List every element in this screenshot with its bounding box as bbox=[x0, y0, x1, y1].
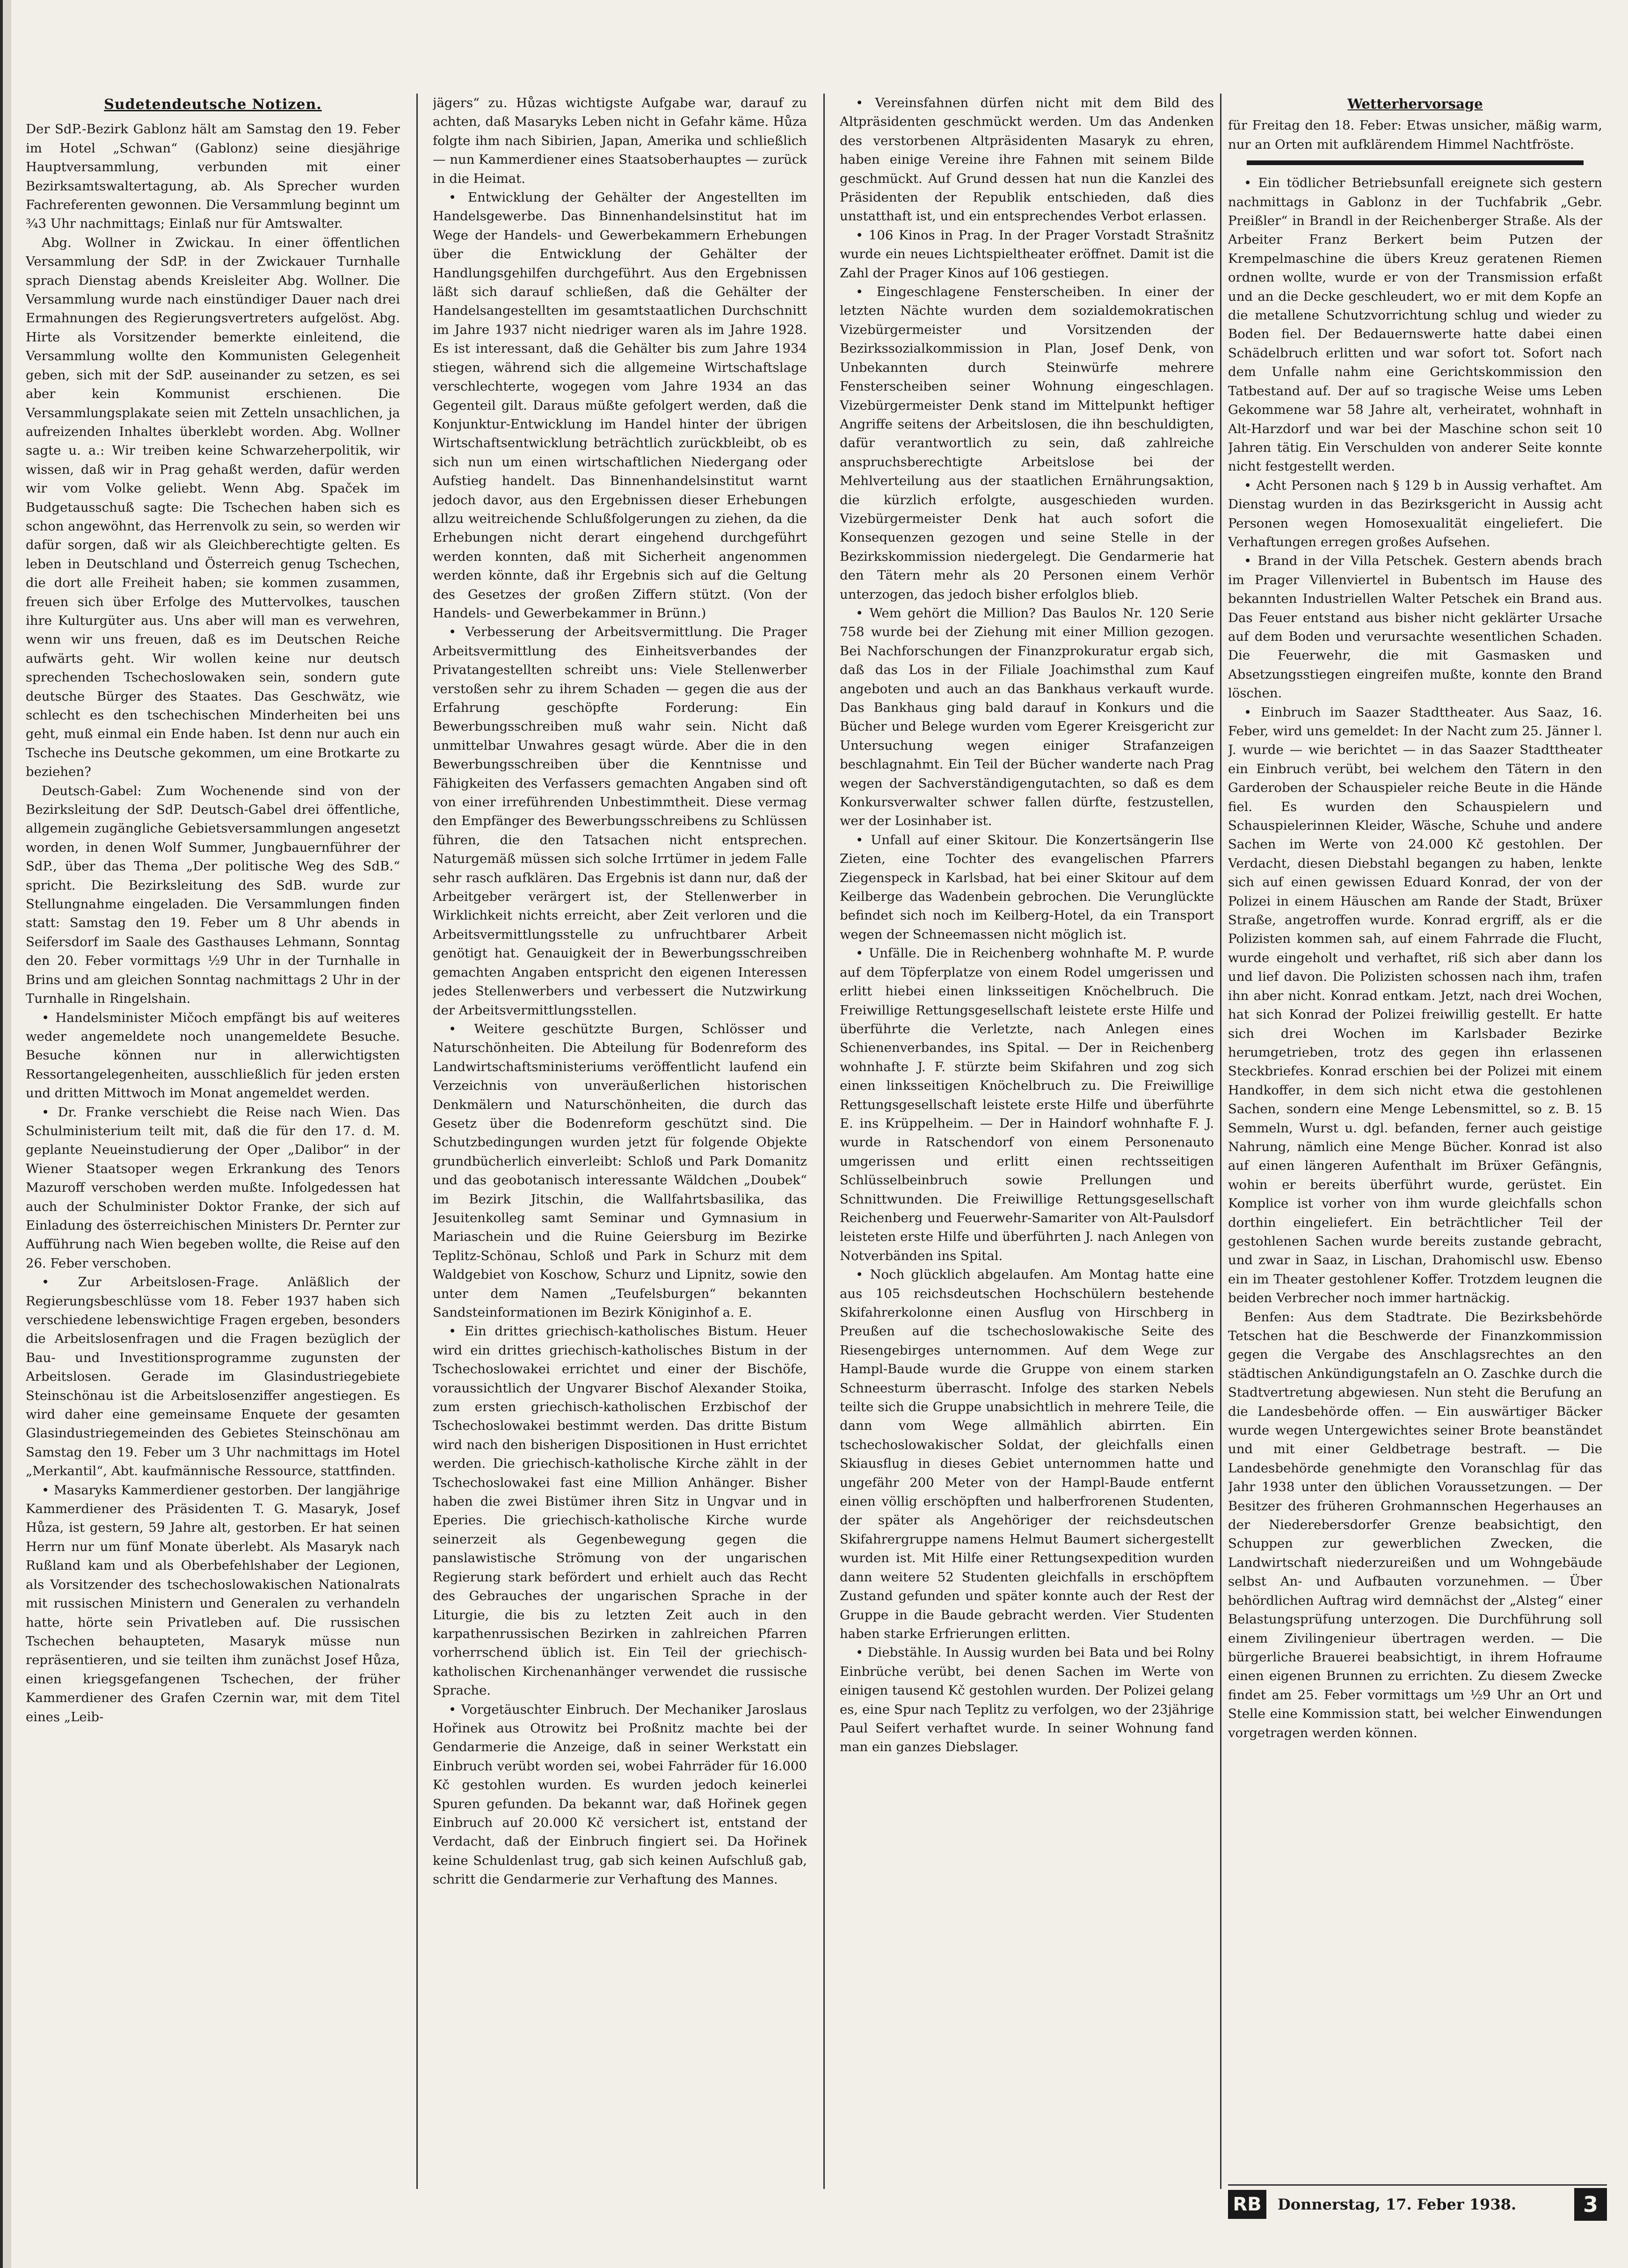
article: • Einbruch im Saazer Stadttheater. Aus Saaz, 16. Feber, wird uns gemeldet: In der Nacht zum 25. Jänner l. J. wurde — wie berichtet — in das Saazer Stadttheater ein Einbruch verübt, bei welchem den Tätern in den Garderoben der Schauspieler reiche Beute in die Hände fiel. Es wurden den Schauspielern und Schauspielerinnen Kleider, Wäsche, Schuhe und andere Sachen im Werte von 24.000 Kč gestohlen. Der Verdacht, diesen Diebstahl begangen zu haben, lenkte sich auf einen gewissen Eduard Konrad, der von der Polizei in einem Häuschen am Rande der Stadt, Brüxer Straße, angetroffen wurde. Konrad ergriff, als er die Polizisten kommen sah, auf einem Fahrrade die Flucht, wurde eingeholt und verhaftet, riß sich aber dann los und lief davon. Die Polizisten schossen nach ihm, trafen ihn aber nicht. Konrad entkam. Jetzt, nach drei Wochen, hat sich Konrad der Polizei freiwillig gestellt. Er hatte sich drei Wochen im Karlsbader Bezirke herumgetrieben, trotz des gegen ihn erlassenen Steckbriefes. Konrad erschien bei der Polizei mit einem Handkoffer, in dem sich nicht etwa die gestohlenen Sachen, sondern eine Menge Lebensmittel, so z. B. 15 Semmeln, Wurst u. dgl. befanden, ferner auch geistige Nahrung, nämlich eine Menge Bücher. Konrad ist also auf einen längeren Aufenthalt im Brüxer Gefängnis, wohin er bereits überführt wurde, gerüstet. Ein Komplice ist vorher von ihm wurde gleichfalls schon dorthin eingeliefert. Ein beträchtlicher Teil der gestohlenen Sachen wurde bereits zustande gebracht, und zwar in Saaz, in Lischan, Drahomischl usw. Ebenso ein im Theater gestohlener Koffer. Trotzdem leugnen die beiden Verbrecher noch immer hartnäckig. bbox=[1228, 704, 1602, 1306]
column-rule bbox=[823, 94, 825, 2189]
article: jägers“ zu. Hůzas wichtigste Aufgabe war, darauf zu achten, daß Masaryks Leben nicht in Gefahr käme. Hůza folgte ihm nach Sibirien, Japan, Amerika und schließlich — nun Kammerdiener eines Staatsoberhauptes — zurück in die Heimat. bbox=[433, 95, 807, 186]
article: • Ein drittes griechisch-katholisches Bistum. Heuer wird ein drittes griechisch-katholisches Bistum in der Tschechoslowakei errichtet und einer der Bischöfe, voraussichtlich der Ungvarer Bischof Alexander Stoika, zum ersten griechisch-katholischen Erzbischof der Tschechoslowakei bestimmt werden. Das dritte Bistum wird nach den bisherigen Dispositionen in Hust errichtet werden. Die griechisch-katholische Kirche zählt in der Tschechoslowakei fast eine Million Anhänger. Bisher haben die zwei Bistümer ihren Sitz in Ungvar und in Eperies. Die griechisch-katholische Kirche wurde seinerzeit als Gegenbewegung gegen die panslawistische Strömung von der ungarischen Regierung stark befördert und erhielt auch das Recht des Gebrauches der ungarischen Sprache in der Liturgie, die bis zu letzten Zeit auch in den karpathenrussischen Bezirken in zahlreichen Pfarren vorherrschend üblich ist. Ein Teil der griechisch-katholischen Kirchenanhänger verwendet die russische Sprache. bbox=[433, 1324, 807, 1698]
article: Der SdP.-Bezirk Gablonz hält am Samstag den 19. Feber im Hotel „Schwan“ (Gablonz) seine diesjährige Hauptversammlung, verbunden mit einer Bezirksamtswaltertagung, ab. Als Sprecher wurden Fachreferenten gewonnen. Die Versammlung beginnt um ¾3 Uhr nachmittags; Einlaß nur für Amtswalter. bbox=[26, 122, 400, 232]
article: Benfen: Aus dem Stadtrate. Die Bezirksbehörde Tetschen hat die Beschwerde der Finanzkommission gegen die Vergabe des Anschlagsrechtes an den städtischen Ankündigungstafeln an O. Zaschke durch die Stadtvertretung abgewiesen. Nun steht die Berufung an die Landesbehörde offen. — Ein auswärtiger Bäcker wurde wegen Untergewichtes seiner Brote beanständet und mit einer Geldbetrage bestraft. — Die Landesbehörde genehmigte den Voranschlag für das Jahr 1938 unter den üblichen Voraussetzungen. — Der Besitzer des früheren Grohmannschen Hegerhauses an der Niederebersdorfer Grenze beabsichtigt, den Schuppen zur gewerblichen Zwecken, die Landwirtschaft niederzureißen und um Wohngebäude selbst An- und Aufbauten vorzunehmen. — Über behördlichen Auftrag wird demnächst der „Alsteg“ einer Belastungsprüfung unterzogen. Die Durchführung soll einem Zivilingenieur übertragen werden. — Die bürgerliche Brauerei beabsichtigt, in ihrem Hofraume einen eigenen Brunnen zu errichten. Zu diesem Zwecke findet am 25. Feber vormittags um ½9 Uhr an Ort und Stelle eine Kommission statt, bei welcher Einwendungen vorgetragen werden können. bbox=[1228, 1309, 1602, 1740]
article: • Entwicklung der Gehälter der Angestellten im Handelsgewerbe. Das Binnenhandelsinstitut hat im Wege der Handels- und Gewerbekammern Erhebungen über die Entwicklung der Gehälter der Handlungsgehilfen durchgeführt. Aus den Ergebnissen läßt sich darauf schließen, daß die Gehälter der Handelsangestellten im gesamtstaatlichen Durchschnitt im Jahre 1937 nicht niedriger waren als im Jahre 1928. Es ist interessant, daß die Gehälter bis zum Jahre 1934 stiegen, während sich die allgemeine Wirtschaftslage verschlechterte, wogegen vom Jahre 1934 an das Gegenteil gilt. Daraus müßte gefolgert werden, daß die Konjunktur-Entwicklung im Handel hinter der übrigen Wirtschaftsentwicklung beträchtlich zurückbleibt, ob es sich nun um einen wirtschaftlichen Niedergang oder Aufstieg handelt. Das Binnenhandelsinstitut warnt jedoch davor, aus den Ergebnissen dieser Erhebungen allzu weitreichende Schlußfolgerungen zu ziehen, da die Erhebungen nicht derart eingehend durchgeführt werden konnten, daß mit Sicherheit angenommen werden könnte, daß ihr Ergebnis sich auf die Geltung des Gesetzes der großen Ziffern stützt. (Von der Handels- und Gewerbekammer in Brünn.) bbox=[433, 190, 807, 621]
page-edge-strip bbox=[0, 0, 11, 2268]
column-4 bbox=[1228, 94, 1602, 2189]
column-1 bbox=[26, 94, 400, 2189]
article: • Brand in der Villa Petschek. Gestern abends brach im Prager Villenviertel in Bubentsch im Hause des bekannten Industriellen Walter Petschek ein Brand aus. Das Feuer entstand aus bisher nicht geklärter Ursache auf dem Boden und verursachte wesentlichen Schaden. Die Feuerwehr, die mit Gasmasken und Absetzungsstiegen eingreifen mußte, konnte den Brand löschen. bbox=[1228, 553, 1602, 701]
issue-date: Donnerstag, 17. Feber 1938. bbox=[1278, 2196, 1517, 2213]
article: • Weitere geschützte Burgen, Schlösser und Naturschönheiten. Die Abteilung für Bodenreform des Landwirtschaftsministeriums veröffentlicht laufend ein Verzeichnis von unveräußerlichen historischen Denkmälern und Naturschönheiten, die durch das Gesetz über die Bodenreform geschützt sind. Die Schutzbedingungen wurden jetzt für folgende Objekte grundbücherlich einverleibt: Schloß und Park Domanitz und das geobotanisch interessante Wäldchen „Doubek“ im Bezirk Jitschin, die Wallfahrtsbasilika, das Jesuitenkolleg samt Seminar und Gymnasium in Mariaschein und die Ruine Geiersburg im Bezirke Teplitz-Schönau, Schloß und Park in Schurz mit dem Waldgebiet von Koschow, Schurz und Lipnitz, sowie den unter dem Namen „Teufelsburgen“ bekannten Sandsteinformationen im Bezirk Königinhof a. E. bbox=[433, 1021, 807, 1320]
column-rule bbox=[416, 94, 418, 2189]
article: • Unfall auf einer Skitour. Die Konzertsängerin Ilse Zieten, eine Tochter des evangelischen Pfarrers Ziegenspeck in Karlsbad, hat bei einer Skitour auf dem Keilberge das Wadenbein gebrochen. Die Verunglückte befindet sich noch im Keilberg-Hotel, da ein Transport wegen der Schneemassen nicht möglich ist. bbox=[840, 832, 1214, 942]
newspaper-page bbox=[26, 94, 1607, 2240]
article: • 106 Kinos in Prag. In der Prager Vorstadt Strašnitz wurde ein neues Lichtspieltheater eröffnet. Damit ist die Zahl der Prager Kinos auf 106 gestiegen. bbox=[840, 227, 1214, 281]
article: • Wem gehört die Million? Das Baulos Nr. 120 Serie 758 wurde bei der Ziehung mit einer Million gezogen. Bei Nachforschungen der Finanzprokuratur ergab sich, daß das Los in der Filiale Joachimsthal zum Kauf angeboten und auch an das Bankhaus verkauft wurde. Das Bankhaus ging bald darauf in Konkurs und die Bücher und Belege wurden vom Egerer Kreisgericht zur Untersuchung wegen einiger Strafanzeigen beschlagnahmt. Ein Teil der Bücher wanderte nach Prag wegen der Sachverständigengutachten, so daß es dem Konkursverwalter schwer fallen dürfte, festzustellen, wer der Losinhaber ist. bbox=[840, 605, 1214, 829]
article: • Acht Personen nach § 129 b in Aussig verhaftet. Am Dienstag wurden in das Bezirksgericht in Aussig acht Personen wegen Homosexualität eingeliefert. Die Verhaftungen erregen großes Aufsehen. bbox=[1228, 478, 1602, 550]
page-number: 3 bbox=[1574, 2188, 1607, 2221]
article: • Ein tödlicher Betriebsunfall ereignete sich gestern nachmittags in Gablonz in der Tuchfabrik „Gebr. Preißler“ in Brandl in der Reichenberger Straße. Als der Arbeiter Franz Berkert beim Putzen der Krempelmaschine die übers Kreuz geratenen Riemen ordnen wollte, wurde er von der Transmission erfaßt und an die Decke geschleudert, wo er mit dem Kopfe an die metallene Schutzvorrichtung schlug und wieder zu Boden fiel. Der Bedauernswerte hatte dabei einen Schädelbruch erlitten und war sofort tot. Sofort nach dem Unfalle nahm eine Gerichtskommission den Tatbestand auf. Der auf so tragische Weise ums Leben Gekommene war 58 Jahre alt, verheiratet, wohnhaft in Alt-Harzdorf und war bei der Maschine schon seit 10 Jahren tätig. Ein Verschulden von anderer Seite konnte nicht festgestellt werden. bbox=[1228, 175, 1602, 474]
article: • Verbesserung der Arbeitsvermittlung. Die Prager Arbeitsvermittlung des Einheitsverbandes der Privatangestellten schreibt uns: Viele Stellenwerber verstoßen sehr zu ihrem Schaden — gegen die aus der Erfahrung geschöpfte Forderung: Ein Bewerbungsschreiben muß wahr sein. Nicht daß unmittelbar Unwahres gesagt würde. Aber die in den Bewerbungsschreiben über die Kenntnisse und Fähigkeiten des Verfassers gemachten Angaben sind oft von einer irreführenden Unbestimmtheit. Diese vermag den Empfänger des Bewerbungsschreibens zu Schlüssen führen, die den Tatsachen nicht entsprechen. Naturgemäß müssen sich solche Irrtümer in jedem Falle sehr rasch aufklären. Das Ergebnis ist dann nur, daß der Arbeitgeber verärgert ist, der Stellenwerber in Wirklichkeit nichts erreicht, aber Zeit verloren und die Arbeitsvermittlungsstelle zu unfruchtbarer Arbeit genötigt hat. Genauigkeit der in Bewerbungsschreiben gemachten Angaben entspricht den eigenen Interessen jedes Stellenwerbers und verbessert die Nutzwirkung der Arbeitsvermittlungsstellen. bbox=[433, 624, 807, 1018]
article: Abg. Wollner in Zwickau. In einer öffentlichen Versammlung der SdP. in der Zwickauer Turnhalle sprach Dienstag abends Kreisleiter Abg. Wollner. Die Versammlung wurde nach einstündiger Dauer nach drei Ermahnungen des Regierungsvertreters aufgelöst. Abg. Hirte als Vorsitzender bemerkte einleitend, die Versammlung wollte den Kommunisten Gelegenheit geben, sich mit der SdP. auseinander zu setzen, es sei aber kein Kommunist erschienen. Die Versammlungsplakate seien mit Zetteln unsachlichen, ja aufreizenden Inhaltes überklebt worden. Abg. Wollner sagte u. a.: Wir treiben keine Schwarzeherpolitik, wir wissen, daß wir in Prag gehaßt werden, dafür werden wir vom Volke geliebt. Wenn Abg. Spaček im Budgetausschuß sagte: Die Tschechen haben sich es schon angewöhnt, das Herrenvolk zu sein, so werden wir dafür sorgen, daß wir als Gleichberechtigte gelten. Es leben in Deutschland und Österreich genug Tschechen, die dort alle Freiheit haben; sie kommen zusammen, freuen sich über Erfolge des Muttervolkes, tauschen ihre Kulturgüter aus. Uns aber will man es verwehren, wenn wir uns freuen, daß es im Deutschen Reiche aufwärts geht. Wir wollen keine nur deutsch sprechenden Tschechoslowaken sein, sondern gute deutsche Bürger des Staates. Das Geschwätz, wie schlecht es den tschechischen Minderheiten bei uns geht, muß einmal ein Ende haben. Ist denn nur auch ein Tscheche ins Deutsche gekommen, um eine Brotkarte zu beziehen? bbox=[26, 235, 400, 780]
article: Deutsch-Gabel: Zum Wochenende sind von der Bezirksleitung der SdP. Deutsch-Gabel drei öffentliche, allgemein zugängliche Gebietsversammlungen angesetzt worden, in denen Wolf Summer, Jungbauernführer der SdP., über das Thema „Der politische Weg des SdB.“ spricht. Die Bezirksleitung des SdB. wurde zur Stellungnahme eingeladen. Die Versammlungen finden statt: Samstag den 19. Feber um 8 Uhr abends in Seifersdorf im Saale des Gasthauses Lehmann, Sonntag den 20. Feber vormittags ½9 Uhr in der Turnhalle in Brins und am gleichen Sonntag nachmittags 2 Uhr in der Turnhalle in Ringelshain. bbox=[26, 783, 400, 1007]
article: • Vorgetäuschter Einbruch. Der Mechaniker Jaroslaus Hořinek aus Otrowitz bei Proßnitz machte bei der Gendarmerie die Anzeige, daß in seiner Werkstatt ein Einbruch verübt worden sei, wobei Fahrräder für 16.000 Kč gestohlen wurden. Es wurden jedoch keinerlei Spuren gefunden. Da bekannt war, daß Hořinek gegen Einbruch auf 20.000 Kč versichert ist, entstand der Verdacht, daß der Einbruch fingiert sei. Da Hořinek keine Schuldenlast trug, gab sich keinen Aufschluß gab, schritt die Gendarmerie zur Verhaftung des Mannes. bbox=[433, 1702, 807, 1887]
article: • Masaryks Kammerdiener gestorben. Der langjährige Kammerdiener des Präsidenten T. G. Masaryk, Josef Hůza, ist gestern, 59 Jahre alt, gestorben. Er hat seinen Herrn nur um fünf Monate überlebt. Als Masaryk nach Rußland kam und als Oberbefehlshaber der Legionen, als Vorsitzender des tschechoslowakischen Nationalrats mit russischen Ministern und Generalen zu verhandeln hatte, hörte sein Privatleben auf. Die russischen Tschechen behaupteten, Masaryk müsse nun repräsentieren, und sie teilten ihm zunächst Josef Hůza, einen kriegsgefangenen Tschechen, der früher Kammerdiener des Grafen Czernin war, mit dem Titel eines „Leib- bbox=[26, 1482, 400, 1725]
weather-forecast: für Freitag den 18. Feber: Etwas unsicher, mäßig warm, nur an Orten mit aufklärendem Himmel Nachtfröste. bbox=[1228, 118, 1602, 152]
column-3 bbox=[840, 94, 1214, 2189]
section-heading: Sudetendeutsche Notizen. bbox=[104, 96, 322, 113]
newspaper-logo: RB bbox=[1228, 2190, 1266, 2219]
page-footer bbox=[1228, 2184, 1607, 2223]
article: • Dr. Franke verschiebt die Reise nach Wien. Das Schulministerium teilt mit, daß die für den 17. d. M. geplante Neueinstudierung der Oper „Dalibor“ in der Wiener Staatsoper wegen Erkrankung des Tenors Mazuroff verschoben werden mußte. Infolgedessen hat auch der Schulminister Doktor Franke, der sich auf Einladung des österreichischen Ministers Dr. Pernter zur Aufführung nach Wien begeben wollte, die Reise auf den 26. Feber verschoben. bbox=[26, 1104, 400, 1271]
article: • Noch glücklich abgelaufen. Am Montag hatte eine aus 105 reichsdeutschen Hochschülern bestehende Skifahrerkolonne einen Ausflug von Hirschberg in Preußen auf die tschechoslowakische Seite des Riesengebirges unternommen. Auf dem Wege zur Hampl-Baude wurde die Gruppe von einem starken Schneesturm überrascht. Infolge des starken Nebels teilte sich die Gruppe unabsichtlich in mehrere Teile, die dann vom Wege allmählich abirrten. Ein tschechoslowakischer Soldat, der gleichfalls einen Skiausflug in dieses Gebiet unternommen hatte und ungefähr 200 Meter von der Hampl-Baude entfernt einen völlig erschöpften und halberfrorenen Studenten, der später als Angehöriger der reichsdeutschen Skifahrergruppe namens Helmut Baumert sichergestellt wurden ist. Mit Hilfe einer Rettungsexpedition wurden dann weitere 52 Studenten gleichfalls in erschöpftem Zustand gefunden und später konnte auch der Rest der Gruppe in die Baude gebracht werden. Vier Studenten haben starke Erfrierungen erlitten. bbox=[840, 1267, 1214, 1641]
weather-heading: Wetterhervorsage bbox=[1347, 96, 1483, 112]
article: • Vereinsfahnen dürfen nicht mit dem Bild des Altpräsidenten geschmückt werden. Um das Andenken des verstorbenen Altpräsidenten Masaryk zu ehren, haben einige Vereine ihre Fahnen mit seinem Bilde geschmückt. Auf Grund dessen hat nun die Kanzlei des Präsidenten der Republik entschieden, daß dies unstatthaft ist, und ein entsprechendes Verbot erlassen. bbox=[840, 95, 1214, 224]
article: • Handelsminister Mičoch empfängt bis auf weiteres weder angemeldete noch unangemeldete Besuche. Besuche können nur in allerwichtigsten Ressortangelegenheiten, ausschließlich für jeden ersten und dritten Mittwoch im Monat angemeldet werden. bbox=[26, 1010, 400, 1101]
column-2 bbox=[433, 94, 807, 2189]
article: • Unfälle. Die in Reichenberg wohnhafte M. P. wurde auf dem Töpferplatze von einem Rodel umgerissen und erlitt hiebei einen linksseitigen Knöchelbruch. Die Freiwillige Rettungsgesellschaft leistete erste Hilfe und überführte die Verletzte, nach Anlegen eines Schienenverbandes, ins Spital. — Der in Reichenberg wohnhafte J. F. stürzte beim Skifahren und zog sich einen linksseitigen Knöchelbruch zu. Die Freiwillige Rettungsgesellschaft leistete erste Hilfe und überführte E. ins Krüppelheim. — Der in Haindorf wohnhafte F. J. wurde in Ratschendorf von einem Personenauto umgerissen und erlitt einen rechtsseitigen Schlüsselbeinbruch sowie Prellungen und Schnittwunden. Die Freiwillige Rettungsgesellschaft Reichenberg und Feuerwehr-Samariter von Alt-Paulsdorf leisteten erste Hilfe und überführten J. nach Anlegen von Notverbänden ins Spital. bbox=[840, 946, 1214, 1263]
section-divider bbox=[1247, 160, 1584, 165]
column-rule bbox=[1220, 94, 1221, 2189]
article: • Zur Arbeitslosen-Frage. Anläßlich der Regierungsbeschlüsse vom 18. Feber 1937 haben sich verschiedene lebenswichtige Fragen ergeben, besonders die Arbeitslosenfragen und die Fragen bezüglich der Bau- und Investitionsprogramme zugunsten der Arbeitslosen. Gerade im Glasindustriegebiete Steinschönau ist die Arbeitslosenziffer angestiegen. Es wird daher eine gemeinsame Enquete der gesamten Glasindustriegemeinden des Gebietes Steinschönau am Samstag den 19. Feber um 3 Uhr nachmittags im Hotel „Merkantil“, Abt. kaufmännische Ressource, stattfinden. bbox=[26, 1275, 400, 1479]
article: • Diebstähle. In Aussig wurden bei Bata und bei Rolny Einbrüche verübt, bei denen Sachen im Werte von einigen tausend Kč gestohlen wurden. Der Polizei gelang es, eine Spur nach Teplitz zu verfolgen, wo der 23jährige Paul Seifert verhaftet wurde. In seiner Wohnung fand man ein ganzes Diebslager. bbox=[840, 1645, 1214, 1755]
article: • Eingeschlagene Fensterscheiben. In einer der letzten Nächte wurden dem sozialdemokratischen Vizebürgermeister und Vorsitzenden der Bezirkssozialkommission in Plan, Josef Denk, von Unbekannten durch Steinwürfe mehrere Fensterscheiben seiner Wohnung eingeschlagen. Vizebürgermeister Denk stand im Mittelpunkt heftiger Angriffe seitens der Arbeitslosen, die ihn beschuldigten, dafür verantwortlich zu sein, daß zahlreiche anspruchsberechtigte Arbeitslose bei der Mehlverteilung aus der staatlichen Ernährungsaktion, die kürzlich erfolgte, ausgeschieden wurden. Vizebürgermeister Denk hat auch sofort die Konsequenzen gezogen und seine Stelle in der Bezirkskommission niedergelegt. Die Gendarmerie hat den Tätern mehr als 20 Personen einem Verhör unterzogen, das jedoch bisher erfolglos blieb. bbox=[840, 284, 1214, 602]
